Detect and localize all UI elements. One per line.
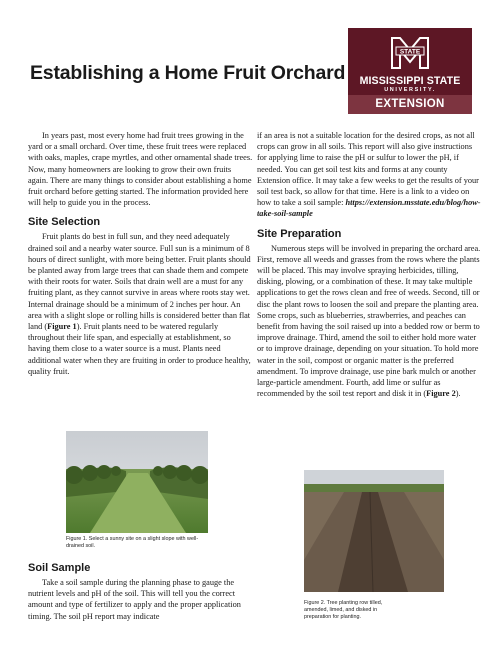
figure2-reference: Figure 2 [426, 389, 456, 399]
intro-paragraph: In years past, most every home had fruit trees growing in the yard or a small orchard. Over time, these fruit trees were replaced with oaks, maples, crape myrtles, and other ornamental shade trees. Now, many homeowners are looking to grow their own fruits again. There are many things to consider about establishing a home fruit orchard before getting started. The information provided here will help to guide you in the process. [28, 131, 253, 208]
left-column [28, 130, 253, 377]
msu-seal-icon [388, 34, 432, 72]
figure2-tilled-row-photo [304, 470, 444, 592]
soil-sample-heading: Soil Sample [28, 562, 91, 574]
logo-extension: EXTENSION [348, 95, 472, 114]
site-selection-paragraph: Fruit plants do best in full sun, and they need adequately drained soil and a nearby water source. Full sun is a minimum of 8 hours of direct sunlight, with more being better. Fruit plants should be planted away from large trees that can shade them and compete with their roots for water. Soils that drain well are a must for any fruiting plant, as they cannot survive in areas where roots stay wet. Internal drainage should be a minimum of 2 inches per hour. An area with a slight slope or rolling hills is considered better than flat land (Figure 1). Fruit plants need to be watered regularly throughout their life span, and especially at establishment, so having them close to a water source is a must. Plants need additional water when they are fruiting in order to produce healthy, quality fruit. [28, 232, 251, 376]
msu-extension-logo [348, 28, 472, 114]
seal-text: STATE [399, 48, 421, 56]
right-column [257, 130, 482, 399]
site-preparation-paragraph: Numerous steps will be involved in preparing the orchard area. First, remove all weeds and grasses from the rows where the plants will be placed. This may involve spraying herbicides, tilling, disking, plowing, or a combination of these. It may take multiple applications to get the rows clean and free of weeds. Second, till or disc the plant rows to loosen the soil and prepare the planting area. Some crops, such as blueberries, strawberries, and peaches can benefit from having the soil raised up into a bedded row or berm to improve drainage. Third, amend the soil to either hold more water or to improve drainage, depending on your situation. To hold more water in the soil, compost or organic matter is the preferred amendment. To improve drainage, use pine bark mulch or another large-particle amendment. Fourth, add lime or sulfur as recommended by the soil test report and disk it in (Figure 2). [257, 243, 481, 399]
site-preparation-heading: Site Preparation [257, 227, 342, 240]
figure2-caption: Figure 2. Tree planting row tilled, amended, limed, and disked in preparation for planting. [304, 600, 383, 620]
soil-sample-paragraph: Take a soil sample during the planning phase to gauge the nutrient levels and pH of the soil. This will tell you the correct amount and type of fertilizer to apply and the proper application timing. The soil pH report may indicate [28, 578, 241, 621]
figure1-caption: Figure 1. Select a sunny site on a slight slope with well-drained soil. [66, 536, 199, 549]
logo-name: MISSISSIPPI STATE [359, 75, 461, 87]
soil-sample-continued: if an area is not a suitable location for the desired crops, as not all crops can grow in all soils. This report will also give instructions for applying lime to raise the pH or sulfur to lower the pH, if needed. You can get soil test kits and forms at any county Extension office. It may take a few weeks to get the results of your soil test back, so allow for that time. Here is a link to a video on how to take a soil sample: https://extension.msstate.edu/blog/how-take-soil-sample [257, 131, 481, 219]
soil-sample-video-link[interactable]: https://extension.msstate.edu/blog/how-take-soil-sample [257, 198, 481, 219]
figure1-orchard-photo [66, 431, 208, 533]
figure1-reference: Figure 1 [47, 322, 77, 332]
logo-university: UNIVERSITY. [384, 87, 436, 93]
site-selection-heading: Site Selection [28, 216, 101, 229]
page-title: Establishing a Home Fruit Orchard [30, 62, 346, 84]
